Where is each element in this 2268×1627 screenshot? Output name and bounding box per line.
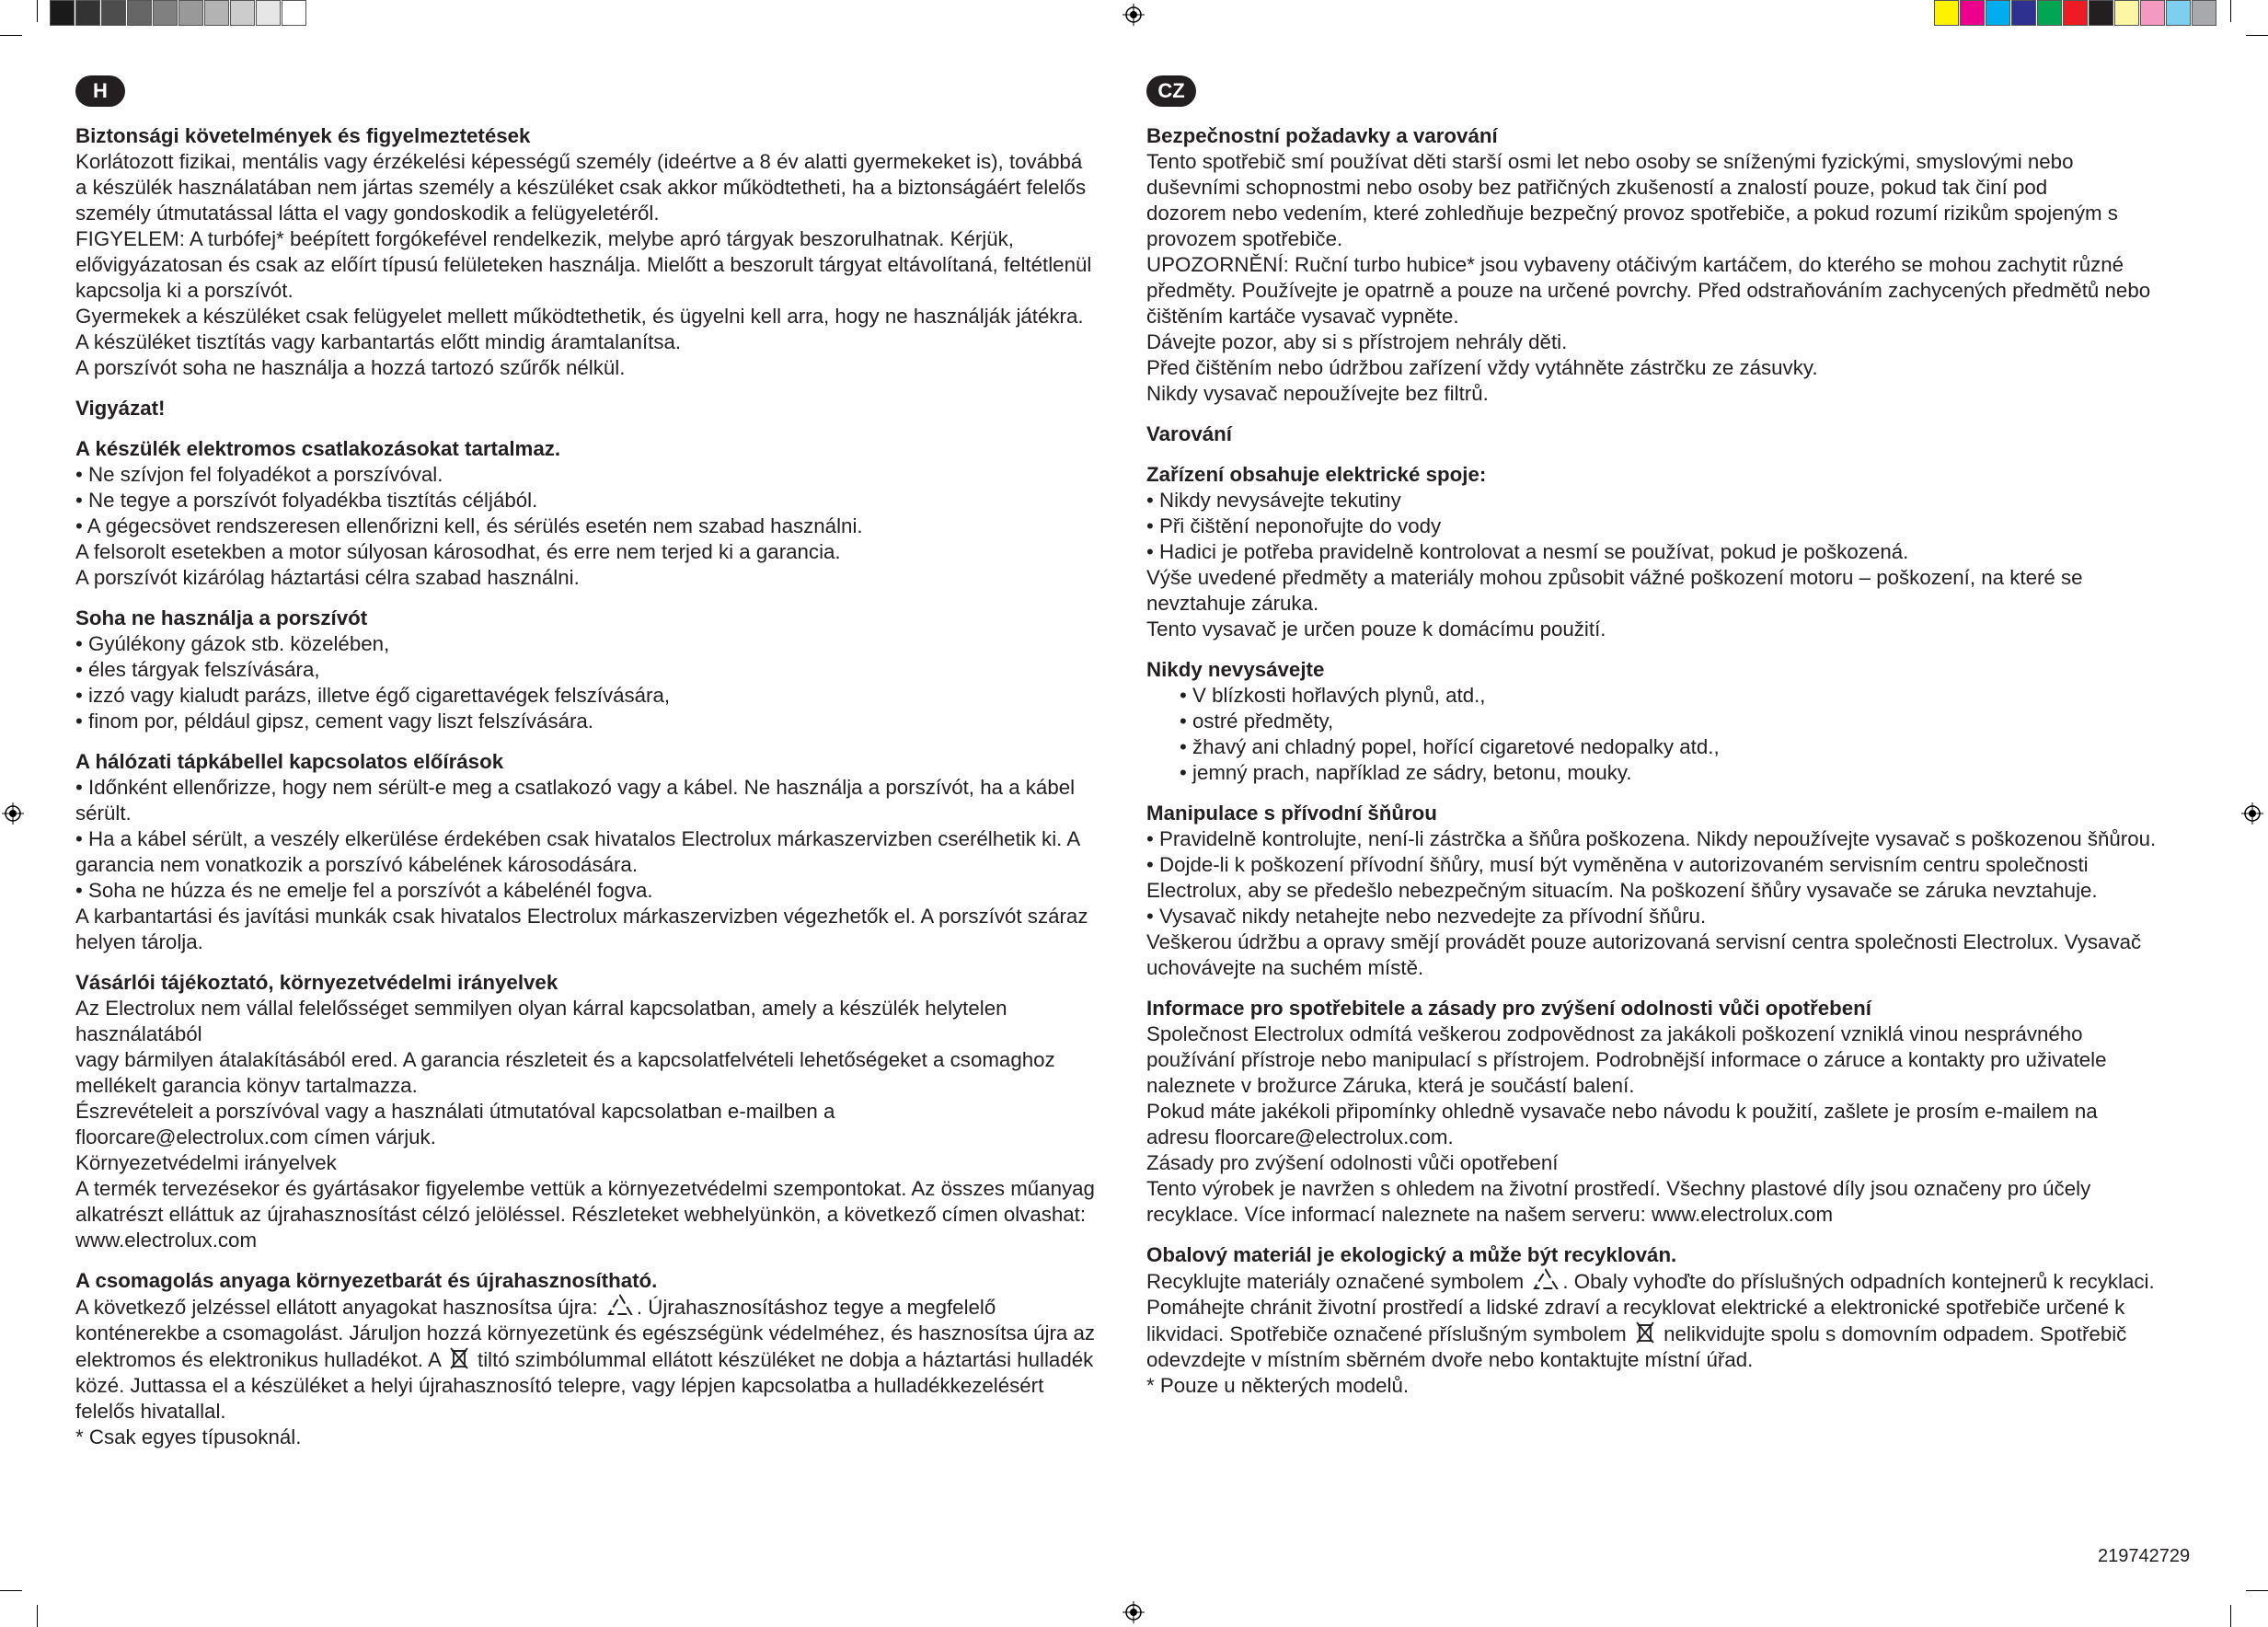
document-number: 219742729 bbox=[2098, 1546, 2191, 1566]
body-line: * Pouze u některých modelů. bbox=[1146, 1374, 1410, 1397]
body-line: používání přístroje nebo manipulací s přístrojem. Podrobnější informace o záruce a kontakty pro uživatele bbox=[1146, 1048, 2107, 1071]
body-line: A felsorolt esetekben a motor súlyosan károsodhat, és erre nem terjed ki a garancia. bbox=[75, 540, 841, 563]
text-run: . Újrahasznosításhoz tegye a megfelelő bbox=[636, 1296, 996, 1319]
body-line: Környezetvédelmi irányelvek bbox=[75, 1151, 337, 1174]
crop-mark-bottom-left bbox=[0, 1590, 22, 1591]
section bbox=[75, 396, 1134, 421]
color-swatch bbox=[2114, 0, 2139, 26]
body-line: Zásady pro zvýšení odolnosti vůči opotřebení bbox=[1146, 1151, 1559, 1174]
body-line: • Pravidelně kontrolujte, není-li zástrčka a šňůra poškozena. Nikdy nepoužívejte vysavač s poškozenou šňůrou. bbox=[1146, 827, 2157, 850]
body-line: FIGYELEM: A turbófej* beépített forgókefével rendelkezik, melybe apró tárgyak beszorulhatnak. Kérjük, bbox=[75, 227, 1015, 250]
text-run: elektromos és elektronikus hulladékot. A bbox=[75, 1348, 441, 1371]
recycle-icon bbox=[1532, 1268, 1560, 1292]
body-line: adresu floorcare@electrolux.com. bbox=[1146, 1125, 1454, 1148]
body-line: naleznete v brožurce Záruka, která je součástí balení. bbox=[1146, 1074, 1635, 1097]
section-heading: A csomagolás anyaga környezetbarát és újrahasznosítható. bbox=[75, 1269, 658, 1292]
section-heading: Informace pro spotřebitele a zásady pro zvýšení odolnosti vůči opotřebení bbox=[1146, 997, 1871, 1020]
section bbox=[1146, 123, 2205, 407]
body-line: • Ne szívjon fel folyadékot a porszívóval. bbox=[75, 463, 443, 486]
body-line: • Ne tegye a porszívót folyadékba tisztítás céljából. bbox=[75, 489, 538, 512]
color-swatch bbox=[2037, 0, 2062, 26]
body-line: garancia nem vonatkozik a porszívó kábelének károsodására. bbox=[75, 853, 639, 876]
section-heading: Nikdy nevysávejte bbox=[1146, 658, 1325, 681]
body-line: A karbantartási és javítási munkák csak hivatalos Electrolux márkaszervizben végezhetők el. A porszívót száraz bbox=[75, 905, 1088, 928]
body-line: A porszívót soha ne használja a hozzá tartozó szűrők nélkül. bbox=[75, 356, 626, 379]
body-line: A termék tervezésekor és gyártásakor figyelembe vettük a környezetvédelmi szempontokat. Az összes műanyag bbox=[75, 1177, 1095, 1200]
section bbox=[1146, 657, 2205, 786]
section-heading: Zařízení obsahuje elektrické spoje: bbox=[1146, 463, 1487, 486]
czech-column bbox=[1146, 75, 2205, 1414]
body-line: recyklace. Více informací naleznete na našem serveru: www.electrolux.com bbox=[1146, 1203, 1834, 1226]
body-line: A porszívót kizárólag háztartási célra szabad használni. bbox=[75, 566, 580, 589]
body-line: uchovávejte na suchém místě. bbox=[1146, 956, 1424, 979]
body-line: Electrolux, aby se předešlo nebezpečným situacím. Na poškození šňůry vysavače se záruka nevztahuje. bbox=[1146, 879, 2098, 902]
body-line: Tento vysavač je určen pouze k domácímu použití. bbox=[1146, 617, 1606, 640]
body-line: Korlátozott fizikai, mentális vagy érzékelési képességű személy (ideértve a 8 év alatti gyermekeket is), továbbá bbox=[75, 150, 1083, 173]
color-swatch bbox=[1960, 0, 1985, 26]
text-run: Recyklujte materiály označené symbolem bbox=[1146, 1270, 1525, 1293]
body-line: Pokud máte jakékoli připomínky ohledně vysavače nebo návodu k použití, zašlete je prosím e-mailem na bbox=[1146, 1100, 2098, 1123]
section bbox=[75, 123, 1134, 381]
hungarian-column bbox=[75, 75, 1134, 1465]
language-badge-hu: H bbox=[75, 75, 125, 107]
body-line: • V blízkosti hořlavých plynů, atd., bbox=[1180, 684, 1486, 707]
recycle-icon bbox=[606, 1294, 634, 1318]
body-line: provozem spotřebiče. bbox=[1146, 227, 1343, 250]
color-swatch bbox=[2011, 0, 2036, 26]
text-run: . Obaly vyhoďte do příslušných odpadních kontejnerů k recyklaci. bbox=[1562, 1270, 2155, 1293]
registration-mark-top bbox=[1122, 4, 1145, 26]
color-swatch bbox=[2140, 0, 2165, 26]
body-line bbox=[75, 1346, 1134, 1373]
body-line: a készülék használatában nem jártas személy a készüléket csak akkor működtetheti, ha a biztonságáért felelős bbox=[75, 176, 1087, 199]
body-line: • Vysavač nikdy netahejte nebo nezvedejte za přívodní šňůru. bbox=[1146, 905, 1707, 928]
body-line: Gyermekek a készüléket csak felügyelet mellett működtethetik, és ügyelni kell arra, hogy ne használják játékra. bbox=[75, 305, 1084, 328]
section bbox=[1146, 421, 2205, 447]
body-line bbox=[75, 1294, 1134, 1321]
body-line: • A gégecsövet rendszeresen ellenőrizni kell, és sérülés esetén nem szabad használni. bbox=[75, 514, 863, 537]
text-run: A következő jelzéssel ellátott anyagokat hasznosítsa újra: bbox=[75, 1296, 598, 1319]
body-line: Észrevételeit a porszívóval vagy a használati útmutatóval kapcsolatban e-mailben a bbox=[75, 1100, 835, 1123]
body-line: helyen tárolja. bbox=[75, 930, 203, 953]
body-line bbox=[1146, 1268, 2205, 1295]
section-heading: Varování bbox=[1146, 422, 1232, 445]
crossed-bin-icon bbox=[449, 1346, 469, 1370]
body-line: • žhavý ani chladný popel, hořící cigaretové nedopalky atd., bbox=[1180, 735, 1720, 758]
body-line: * Csak egyes típusoknál. bbox=[75, 1425, 302, 1448]
body-line: • Gyúlékony gázok stb. közelében, bbox=[75, 632, 390, 655]
color-swatch bbox=[50, 0, 75, 26]
body-line: duševními schopnostmi nebo osoby bez patřičných zkušeností a znalostí pouze, pokud tak činí pod bbox=[1146, 176, 2048, 199]
section bbox=[75, 970, 1134, 1253]
body-line: A készüléket tisztítás vagy karbantartás előtt mindig áramtalanítsa. bbox=[75, 330, 682, 353]
section-heading: A készülék elektromos csatlakozásokat tartalmaz. bbox=[75, 437, 561, 460]
body-line: čištěním kartáče vysavač vypněte. bbox=[1146, 305, 1459, 328]
body-line: személy útmutatással látta el vagy gondoskodik a felügyeletéről. bbox=[75, 202, 660, 225]
section bbox=[75, 749, 1134, 955]
body-line: Před čištěním nebo údržbou zařízení vždy vytáhněte zástrčku ze zásuvky. bbox=[1146, 356, 1818, 379]
section-heading: Vásárlói tájékoztató, környezetvédelmi irányelvek bbox=[75, 971, 558, 994]
color-swatch bbox=[178, 0, 203, 26]
color-swatch bbox=[2166, 0, 2191, 26]
body-line: • Ha a kábel sérült, a veszély elkerülése érdekében csak hivatalos Electrolux márkaszervizben cserélhetik ki. A bbox=[75, 827, 1081, 850]
color-swatch bbox=[153, 0, 178, 26]
color-swatch bbox=[2192, 0, 2216, 26]
section-heading: Biztonsági követelmények és figyelmeztetések bbox=[75, 124, 531, 147]
section-heading: Obalový materiál je ekologický a může být recyklován. bbox=[1146, 1243, 1677, 1266]
body-line: • Nikdy nevysávejte tekutiny bbox=[1146, 489, 1401, 512]
color-swatch bbox=[101, 0, 126, 26]
text-run: likvidaci. Spotřebiče označené příslušným symbolem bbox=[1146, 1322, 1627, 1345]
body-line: Nikdy vysavač nepoužívejte bez filtrů. bbox=[1146, 382, 1489, 405]
section bbox=[1146, 462, 2205, 642]
crop-mark-bottom-right bbox=[2246, 1590, 2268, 1591]
body-line: alkatrészt elláttuk az újrahasznosítást célzó jelöléssel. Részleteket webhelyünkön, a következő címen olvashat: bbox=[75, 1203, 1087, 1226]
body-line: Az Electrolux nem vállal felelősséget semmilyen olyan kárral kapcsolatban, amely a készülék helytelen használatából bbox=[75, 997, 1007, 1045]
body-line: UPOZORNĚNÍ: Ruční turbo hubice* jsou vybaveny otáčivým kartáčem, do kterého se mohou zachytit různé bbox=[1146, 253, 2124, 276]
section-heading: A hálózati tápkábellel kapcsolatos előírások bbox=[75, 750, 504, 773]
body-line: Pomáhejte chránit životní prostředí a lidské zdraví a recyklovat elektrické a elektronické spotřebiče určené k bbox=[1146, 1296, 2125, 1319]
body-line: kapcsolja ki a porszívót. bbox=[75, 279, 294, 302]
body-line: vagy bármilyen átalakításából ered. A garancia részleteit és a kapcsolatfelvételi lehetőségeket a csomaghoz bbox=[75, 1048, 1055, 1071]
body-line: • éles tárgyak felszívására, bbox=[75, 658, 320, 681]
section-heading: Vigyázat! bbox=[75, 397, 166, 420]
color-swatch bbox=[127, 0, 152, 26]
registration-mark-right bbox=[2241, 802, 2263, 825]
body-line: elővigyázatosan és csak az előírt típusú felületeken használja. Mielőtt a beszorult tárgyat eltávolítaná, feltétlenül bbox=[75, 253, 1092, 276]
body-line: konténerekbe a csomagolást. Járuljon hozzá környezetünk és egészségünk védelméhez, és hasznosítsa újra az bbox=[75, 1321, 1096, 1344]
color-swatch bbox=[230, 0, 255, 26]
body-line: • Soha ne húzza és ne emelje fel a porszívót a kábelénél fogva. bbox=[75, 879, 653, 902]
color-swatch bbox=[75, 0, 100, 26]
body-line: • Dojde-li k poškození přívodní šňůry, musí být vyměněna v autorizovaném servisním centru společnosti bbox=[1146, 853, 2089, 876]
body-line: Tento výrobek je navržen s ohledem na životní prostředí. Všechny plastové díly jsou označeny pro účely bbox=[1146, 1177, 2091, 1200]
crop-mark-bottom-left-v bbox=[37, 1605, 38, 1627]
crossed-bin-icon bbox=[1635, 1321, 1655, 1344]
crop-mark-top-right bbox=[2246, 35, 2268, 36]
process-color-bar bbox=[1934, 0, 2217, 28]
grayscale-color-bar bbox=[50, 0, 307, 28]
registration-mark-bottom bbox=[1122, 1601, 1145, 1623]
section bbox=[75, 436, 1134, 591]
language-badge-cz: CZ bbox=[1146, 75, 1196, 107]
body-line: nevztahuje záruka. bbox=[1146, 592, 1319, 615]
color-swatch bbox=[282, 0, 306, 26]
body-line: • ostré předměty, bbox=[1180, 710, 1334, 733]
body-line: Výše uvedené předměty a materiály mohou způsobit vážné poškození motoru – poškození, na které se bbox=[1146, 566, 2083, 589]
color-swatch bbox=[1986, 0, 2010, 26]
color-swatch bbox=[256, 0, 281, 26]
section bbox=[75, 606, 1134, 734]
section bbox=[75, 1268, 1134, 1450]
body-line: odevzdejte v místním sběrném dvoře nebo kontaktujte místní úřad. bbox=[1146, 1348, 1754, 1371]
body-line: floorcare@electrolux.com címen várjuk. bbox=[75, 1125, 436, 1148]
section-heading: Bezpečnostní požadavky a varování bbox=[1146, 124, 1498, 147]
body-line: • finom por, például gipsz, cement vagy liszt felszívására. bbox=[75, 710, 594, 733]
color-swatch bbox=[1934, 0, 1959, 26]
body-line: mellékelt garancia könyv tartalmazza. bbox=[75, 1074, 418, 1097]
body-line: Společnost Electrolux odmítá veškerou zodpovědnost za jakákoli poškození vzniklá vinou nesprávného bbox=[1146, 1022, 2083, 1045]
body-line: www.electrolux.com bbox=[75, 1229, 258, 1252]
body-line: • Időnként ellenőrizze, hogy nem sérült-e meg a csatlakozó vagy a kábel. Ne használja a porszívót, ha a kábel bbox=[75, 776, 1076, 799]
section-heading: Soha ne használja a porszívót bbox=[75, 606, 368, 629]
color-swatch bbox=[2063, 0, 2088, 26]
body-line: • Hadici je potřeba pravidelně kontrolovat a nesmí se používat, pokud je poškozená. bbox=[1146, 540, 1909, 563]
section bbox=[1146, 801, 2205, 981]
crop-mark-top-left-v bbox=[37, 0, 38, 22]
body-line: • Při čištění neponořujte do vody bbox=[1146, 514, 1442, 537]
body-line: Tento spotřebič smí používat děti starší osmi let nebo osoby se sníženými fyzickými, smyslovými nebo bbox=[1146, 150, 2074, 173]
text-run: nelikvidujte spolu s domovním odpadem. Spotřebič bbox=[1664, 1322, 2127, 1345]
body-line bbox=[1146, 1321, 2205, 1347]
body-line: közé. Juttassa el a készüléket a helyi újrahasznosító telepre, vagy lépjen kapcsolatba a hulladékkezelésért bbox=[75, 1374, 1044, 1397]
color-swatch bbox=[2089, 0, 2113, 26]
body-line: sérült. bbox=[75, 802, 132, 825]
section-heading: Manipulace s přívodní šňůrou bbox=[1146, 802, 1437, 825]
body-line: • jemný prach, například ze sádry, betonu, mouky. bbox=[1180, 761, 1632, 784]
body-line: Dávejte pozor, aby si s přístrojem nehrály děti. bbox=[1146, 330, 1568, 353]
body-line: předměty. Používejte je opatrně a pouze na určené povrchy. Před odstraňováním zachycených předmětů nebo bbox=[1146, 279, 2151, 302]
crop-mark-top-left bbox=[0, 35, 22, 36]
section bbox=[1146, 996, 2205, 1228]
registration-mark-left bbox=[2, 802, 24, 825]
body-line: dozorem nebo vedením, které zohledňuje bezpečný provoz spotřebiče, a pokud rozumí rizikům spojeným s bbox=[1146, 202, 2118, 225]
body-line: felelős hivatallal. bbox=[75, 1400, 226, 1423]
body-line: • izzó vagy kialudt parázs, illetve égő cigarettavégek felszívására, bbox=[75, 684, 671, 707]
color-swatch bbox=[204, 0, 229, 26]
crop-mark-top-right-v bbox=[2230, 0, 2231, 22]
text-run: tiltó szimbólummal ellátott készüléket ne dobja a háztartási hulladék bbox=[478, 1348, 1094, 1371]
section bbox=[1146, 1242, 2205, 1399]
body-line: Veškerou údržbu a opravy smějí provádět pouze autorizovaná servisní centra společnosti Electrolux. Vysavač bbox=[1146, 930, 2142, 953]
crop-mark-bottom-right-v bbox=[2230, 1605, 2231, 1627]
